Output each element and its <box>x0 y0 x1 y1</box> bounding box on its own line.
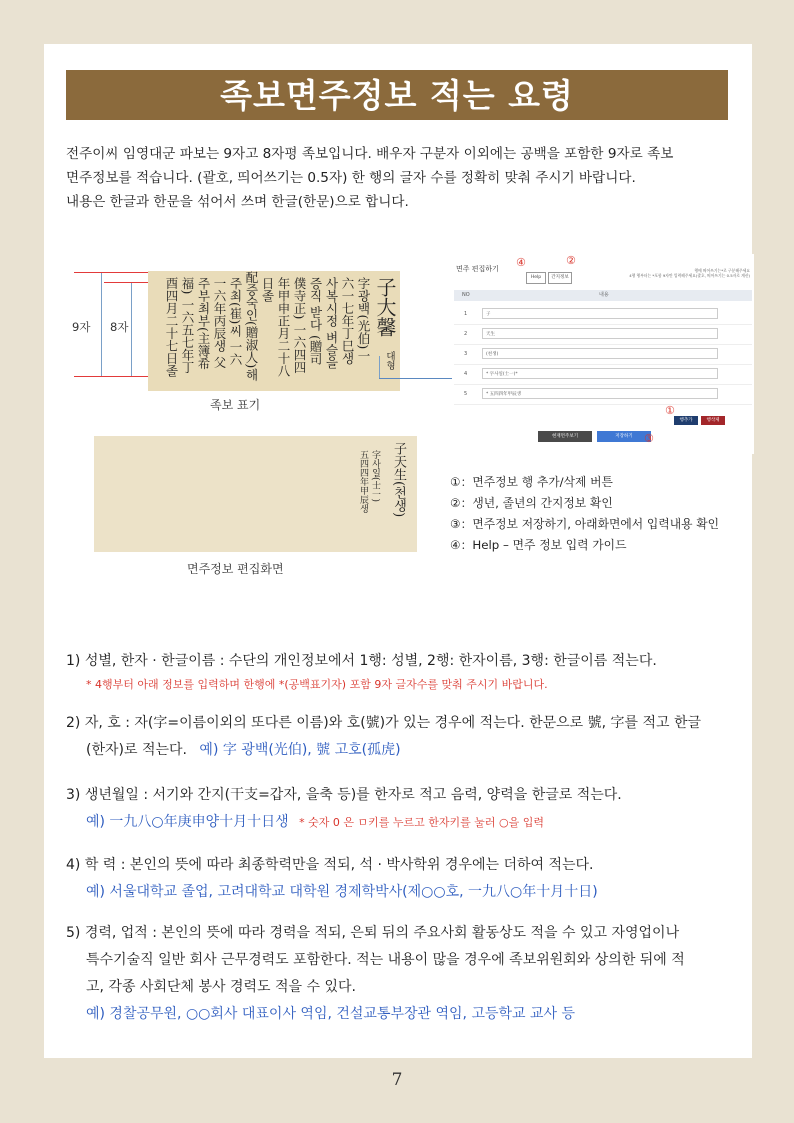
jokbo-column: 대형 <box>384 351 395 370</box>
jokbo-column: 一六年丙辰생 父 <box>212 277 227 369</box>
legend-item: ①：면주정보 행 추가/삭제 버튼 <box>450 475 613 489</box>
caption-jokbo: 족보 표기 <box>210 398 261 412</box>
instruction-example: 예) 一九八○年庚申양十月十日생 <box>86 814 289 830</box>
row-no: 4 <box>464 371 468 377</box>
table-row <box>454 384 752 405</box>
jokbo-column: 年甲申正月二十八 <box>276 277 291 377</box>
instruction-4 <box>66 852 730 906</box>
row-no: 2 <box>464 331 468 337</box>
row-no: 5 <box>464 391 468 397</box>
jokbo-column: 子大馨 <box>373 277 397 337</box>
intro-line: 면주정보를 적습니다. (괄호, 띄어쓰기는 0.5자) 한 행의 글자 수를 정확히 맞춰 주시기 바랍니다. <box>66 170 636 186</box>
table-header <box>454 290 752 301</box>
marker-1: ① <box>665 404 675 417</box>
instruction-text: 2) 자, 호 : 자(字=이름이외의 또다른 이름)와 호(號)가 있는 경우에 적는다. 한문으로 號, 字를 적고 한글 <box>66 715 702 731</box>
intro-line: 전주이씨 임영대군 파보는 9자고 8자평 족보입니다. 배우자 구분자 이외에는 공백을 포함한 9자로 족보 <box>66 146 674 162</box>
instruction-text: 5) 경력, 업적 : 본인의 뜻에 따라 경력을 적되, 은퇴 뒤의 주요사회 활동상도 적을 수 있고 자영업이나 <box>66 925 680 941</box>
edit-screen-capture <box>452 254 754 454</box>
page-title: 족보면주정보 적는 요령 <box>66 70 728 120</box>
marker-4: ④ <box>516 256 526 269</box>
instruction-line <box>66 737 730 764</box>
dimension-8ja <box>131 283 132 376</box>
instruction-5 <box>66 920 730 1028</box>
jokbo-column: 福) 一六五七年丁 <box>180 277 195 374</box>
jokbo-column: 주부최부(主簿希 <box>196 277 211 370</box>
instruction-text: 3) 생년월일 : 서기와 간지(干支=갑자, 을축 등)를 한자로 적고 음력, 양력을 한글로 적는다. <box>66 787 622 803</box>
instruction-note: * 숫자 0 은 ㅁ키를 누르고 한자키를 눌러 ○을 입력 <box>299 816 544 829</box>
instruction-cont: 특수기술직 일반 회사 근무경력도 포함한다. 적는 내용이 많을 경우에 족보위원회와 상의한 뒤에 적 <box>86 952 685 968</box>
table-row <box>454 324 752 345</box>
table-row <box>454 304 752 325</box>
row-input[interactable]: 天生 <box>482 328 718 339</box>
row-input[interactable]: (천생) <box>482 348 718 359</box>
row-input[interactable]: * 五四四年甲辰생 <box>482 388 718 399</box>
row-no: 1 <box>464 311 468 317</box>
instruction-note: * 4행부터 아래 정보를 입력하며 한행에 *(공백표기자) 포함 9자 글자수를 맞춰 주시기 바랍니다. <box>86 678 548 691</box>
arrow-line <box>379 378 461 379</box>
jokbo-column: 日졸 <box>260 277 275 302</box>
add-row-button[interactable]: 행추가 <box>674 416 698 425</box>
edit-column: 字사일(士一) <box>370 450 380 503</box>
legend-item: ②：생년, 졸년의 간지정보 확인 <box>450 496 613 510</box>
edit-column: 五四四年甲辰생 <box>358 450 368 513</box>
row-no: 3 <box>464 351 468 357</box>
label-9ja: 9자 <box>72 320 91 334</box>
preview-button[interactable]: 현재면주보기 <box>538 431 592 442</box>
arrow-line <box>379 356 380 378</box>
instruction-cont: (한자)로 적는다. <box>86 742 187 758</box>
help-button[interactable]: Help <box>526 272 546 284</box>
marker-2: ② <box>566 254 576 267</box>
instruction-example: 예) 서울대학교 졸업, 고려대학교 대학원 경제학박사(제○○호, 一九八○年十月十日) <box>86 884 598 900</box>
instruction-cont: 고, 각종 사회단체 봉사 경력도 적을 수 있다. <box>86 979 356 995</box>
table-row <box>454 344 752 365</box>
jokbo-column: 配증숙인(贈淑人)해 <box>244 271 259 381</box>
page-sheet <box>44 44 752 1058</box>
jokbo-column: 六一七年丁巳생 <box>340 277 355 365</box>
table-row <box>454 364 752 385</box>
jokbo-column: 증직 받다 (贈司 <box>308 277 323 365</box>
edit-column: 子天生(천생) <box>391 442 406 518</box>
instruction-3 <box>66 782 730 836</box>
dimension-9ja <box>101 273 102 376</box>
row-input[interactable]: * 字사일(士一)* <box>482 368 718 379</box>
instruction-text: 4) 학 력 : 본인의 뜻에 따라 최종학력만을 적되, 석 · 박사학위 경우에는 더하여 적는다. <box>66 857 594 873</box>
instruction-text: 1) 성별, 한자 · 한글이름 : 수단의 개인정보에서 1행: 성별, 2행: 한자이름, 3행: 한글이름 적는다. <box>66 653 657 669</box>
note-line: 행에 띄어쓰기는*로 구분해주세요 <box>694 268 750 273</box>
col-content: 내용 <box>599 292 609 298</box>
jokbo-column: 僕寺正) 一六四四 <box>292 277 307 374</box>
jokbo-column: 酉四月二十七日졸 <box>164 277 179 377</box>
caption-edit: 면주정보 편집화면 <box>187 562 284 576</box>
row-input[interactable]: 子 <box>482 308 718 319</box>
edit-screen-note <box>602 268 750 278</box>
instruction-1 <box>66 648 730 695</box>
instruction-example: 예) 경찰공무원, ○○회사 대표이사 역임, 건설교통부장관 역임, 고등학교 교사 등 <box>86 1006 576 1022</box>
save-button[interactable]: 저장하기 <box>597 431 651 442</box>
delete-row-button[interactable]: 행삭제 <box>701 416 725 425</box>
intro-line: 내용은 한글과 한문을 섞어서 쓰며 한글(한문)으로 합니다. <box>66 194 409 210</box>
edit-screen-title: 면주 편집하기 <box>456 265 499 273</box>
note-line: 4행 행부터는 *포함 9자만 입력해주세요(괄호, 띄어쓰기는 0.5자로 계산) <box>629 273 750 278</box>
instruction-line <box>66 809 730 836</box>
intro-paragraph <box>66 142 730 214</box>
jokbo-sample-image <box>148 271 400 391</box>
legend-item: ③：면주정보 저장하기, 아래화면에서 입력내용 확인 <box>450 517 720 531</box>
jokbo-column: 사복시정 벼슬을 <box>324 277 339 369</box>
jokbo-column: 주최(崔)씨 一六 <box>228 277 243 366</box>
instruction-example: 예) 字 광백(光伯), 號 고호(孤虎) <box>199 742 401 758</box>
ganji-button[interactable]: 간지정보 <box>548 272 572 284</box>
marker-3: ③ <box>644 432 654 445</box>
jokbo-column: 字광백(光伯)一 <box>356 277 371 362</box>
label-8ja: 8자 <box>110 320 129 334</box>
page-number: 7 <box>391 1070 403 1090</box>
edit-sample-image <box>94 436 417 552</box>
legend-item: ④：Help – 면주 정보 입력 가이드 <box>450 538 627 552</box>
col-no: NO <box>462 292 470 298</box>
legend <box>450 472 719 556</box>
instruction-2 <box>66 710 730 764</box>
